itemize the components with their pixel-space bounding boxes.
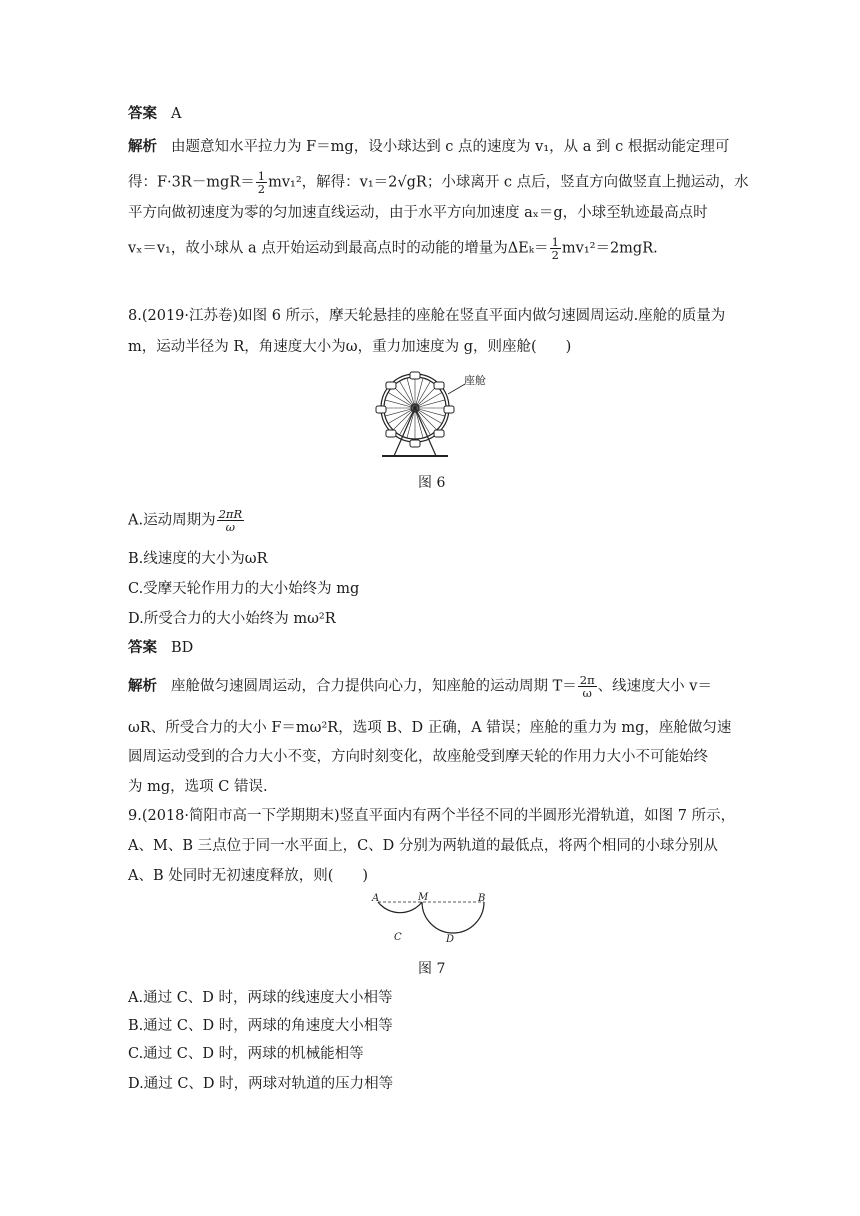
answer-value: A: [171, 106, 182, 122]
q8-analysis-line-1: 解析 座舱做匀速圆周运动，合力提供向心力，知座舱的运动周期 T＝ $\frac{2\pi}{\omega}$ 、线速度大小 v＝: [128, 673, 712, 700]
ferris-wheel-figure: [370, 364, 500, 464]
q9-stem-line-2: A、M、B 三点位于同一水平面上，C、D 分别为两轨道的最低点，将两个相同的小球分别从: [128, 838, 718, 854]
answer-value: BD: [171, 640, 194, 656]
analysis-text: vₓ＝v₁，故小球从 a 点开始运动到最高点时的动能的增量为ΔEₖ＝: [128, 240, 549, 257]
wheel-spoke: [385, 408, 415, 416]
cabin: [410, 440, 420, 447]
q9-stem-line-1: 9.(2018·简阳市高一下学期期末)竖直平面内有两个半径不同的半圆形光滑轨道，如图 7 所示，: [128, 808, 736, 824]
q8-option-d: D.所受合力的大小始终为 mω²R: [128, 611, 336, 627]
analysis-text: mv₁²＝2mgR.: [561, 240, 658, 257]
q8-analysis-line-4: 为 mg，选项 C 错误.: [128, 779, 268, 795]
analysis-text: 得：F·3R－mgR＝: [128, 174, 255, 191]
cabin: [434, 382, 444, 389]
analysis-label: 解析: [128, 138, 157, 155]
cabin: [386, 430, 396, 437]
semicircle-track-figure: [366, 892, 496, 952]
analysis-text: mv₁²，解得：v₁＝2√gR；小球离开 c 点后，竖直方向做竖直上抛运动，水: [268, 174, 749, 191]
q7-analysis-line-2: [128, 170, 749, 195]
fraction-half: $\frac{1}{2}$: [551, 235, 559, 262]
q8-stem-line-1: 8.(2019·江苏卷)如图 6 所示，摩天轮悬挂的座舱在竖直平面内做匀速圆周运动.座舱的质量为: [128, 308, 726, 324]
fraction-half: $\frac{1}{2}$: [257, 169, 266, 196]
cabin: [434, 430, 444, 437]
point-d-label: D: [446, 934, 455, 945]
q8-analysis-line-3: 圆周运动受到的合力大小不变，方向时刻变化，故座舱受到摩天轮的作用力大小不可能始终: [128, 749, 708, 765]
point-a-label: A: [372, 893, 380, 904]
answer-label: 答案: [128, 639, 157, 656]
wheel-spoke: [415, 400, 445, 408]
q8-analysis-line-2: ωR、所受合力的大小 F＝mω²R，选项 B、D 正确，A 错误；座舱的重力为 mg，座舱做匀速: [128, 720, 732, 736]
fraction-period: $\frac{2\pi R}{\omega}$: [218, 507, 243, 534]
q7-analysis-line-4: [128, 236, 658, 261]
q9-option-b: B.通过 C、D 时，两球的角速度大小相等: [128, 1018, 393, 1034]
figure-6-caption: 图 6: [418, 475, 446, 491]
cabin: [386, 382, 396, 389]
q7-answer-line: [128, 104, 181, 124]
cabin-label: 座舱: [464, 374, 486, 387]
wheel-spoke: [415, 378, 423, 408]
cabin: [410, 372, 420, 379]
analysis-label: 解析: [128, 677, 157, 695]
wheel-spoke: [385, 400, 415, 408]
answer-label: 答案: [128, 105, 157, 122]
q8-option-a: A.运动周期为 $\frac{2\pi R}{\omega}$: [128, 507, 243, 534]
fraction-period: $\frac{2\pi}{\omega}$: [579, 673, 595, 700]
analysis-text: 平方向做初速度为零的匀加速直线运动，由于水平方向加速度 aₓ＝g，小球至轨迹最高点时: [128, 205, 708, 221]
analysis-text: 由题意知水平拉力为 F＝mg，设小球达到 c 点的速度为 v₁，从 a 到 c 根据动能定理可: [171, 139, 730, 155]
point-c-label: C: [394, 932, 402, 943]
q9-option-c: C.通过 C、D 时，两球的机械能相等: [128, 1046, 364, 1062]
q8-answer-line: [128, 638, 193, 658]
q9-option-d: D.通过 C、D 时，两球对轨道的压力相等: [128, 1076, 394, 1092]
q7-analysis-line-3: [128, 203, 708, 223]
cabin: [376, 406, 386, 413]
figure-7-caption: 图 7: [418, 961, 446, 977]
q9-stem-line-3: A、B 处同时无初速度释放，则( ): [128, 868, 369, 884]
q8-option-b: B.线速度的大小为ωR: [128, 551, 268, 567]
wheel-spoke: [415, 408, 445, 416]
q7-analysis-line-1: [128, 137, 729, 157]
wheel-spoke: [407, 378, 415, 408]
q9-option-a: A.通过 C、D 时，两球的线速度大小相等: [128, 990, 393, 1006]
q8-stem-line-2: m，运动半径为 R，角速度大小为ω，重力加速度为 g，则座舱( ): [128, 339, 572, 355]
cabin: [444, 406, 454, 413]
q8-option-c: C.受摩天轮作用力的大小始终为 mg: [128, 581, 360, 597]
point-b-label: B: [478, 893, 486, 904]
point-m-label: M: [418, 892, 429, 903]
